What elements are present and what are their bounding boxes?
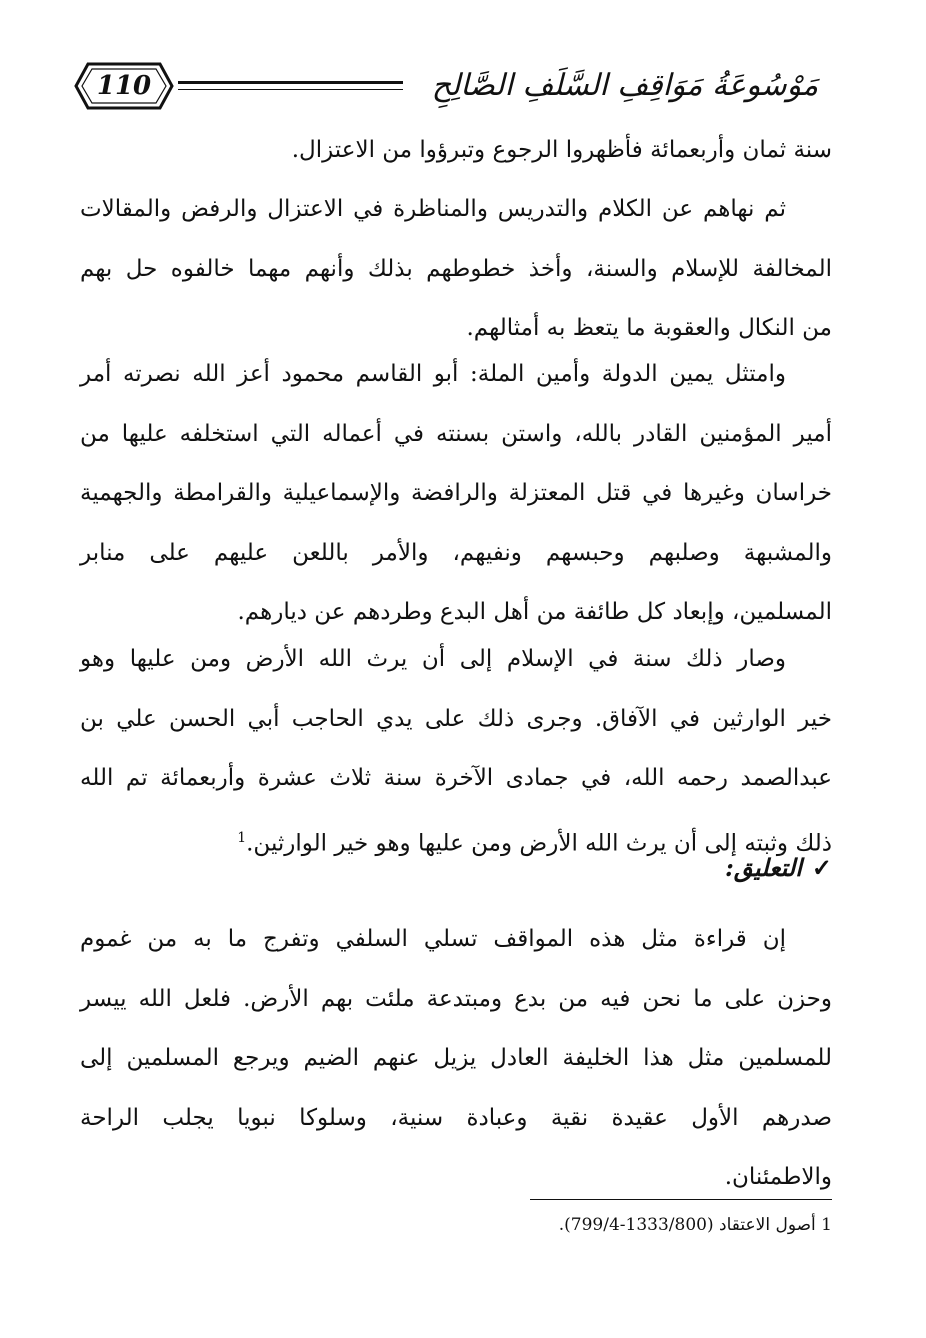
text-line: إن قراءة مثل هذه المواقف تسلي السلفي وتفرج ما به من غموم (80, 926, 786, 952)
text-line-content: ذلك وثبته إلى أن يرث الله الأرض ومن عليها وهو خير الوارثين. (246, 830, 832, 857)
text-line: ثم نهاهم عن الكلام والتدريس والمناظرة في الاعتزال والرفض والمقالات (80, 196, 786, 222)
text-line: صدرهم الأول عقيدة نقية وعبادة سنية، وسلوكا نبويا يجلب الراحة (80, 1104, 832, 1131)
footnote (400, 1212, 832, 1238)
footnote-number: 1 (821, 1215, 832, 1235)
text-line: من النكال والعقوبة ما يتعظ به أمثالهم. (466, 315, 832, 341)
text-line: سنة ثمان وأربعمائة فأظهروا الرجوع وتبرؤوا من الاعتزال. (291, 137, 832, 163)
page-number-badge (70, 58, 178, 114)
header-rule-thin (178, 89, 403, 90)
text-line: للمسلمين مثل هذا الخليفة العادل يزيل عنهم الضيم ويرجع المسلمين إلى (80, 1045, 832, 1071)
text-line: والمشبهة وصلبهم وحبسهم ونفيهم، والأمر باللعن عليهم على منابر (80, 539, 832, 566)
running-title: مَوْسُوعَةُ مَوَاقِفِ السَّلَفِ الصَّالِحِ (431, 68, 819, 103)
paragraph-1 (80, 121, 832, 181)
text-line: وصار ذلك سنة في الإسلام إلى أن يرث الله الأرض ومن عليها وهو (80, 646, 786, 672)
text-line: والاطمئنان. (724, 1164, 832, 1190)
page-number: 110 (96, 71, 152, 101)
text-line: المسلمين، وإبعاد كل طائفة من أهل البدع وطردهم عن ديارهم. (237, 599, 832, 625)
footnote-text: أصول الاعتقاد (1333/800-799/4). (558, 1215, 816, 1235)
paragraph-4 (80, 630, 832, 868)
paragraph-2 (80, 180, 832, 359)
comment-heading (640, 843, 832, 893)
text-line: خير الوارثين في الآفاق. وجرى ذلك على يدي الحاجب أبي الحسن علي بن (80, 705, 832, 732)
text-line: وحزن على ما نحن فيه من بدع ومبتدعة ملئت بهم الأرض. فلعل الله ييسر (80, 985, 832, 1012)
footnote-reference[interactable]: 1 (237, 829, 247, 846)
text-line: وامتثل يمين الدولة وأمين الملة: أبو القاسم محمود أعز الله نصرته أمر (80, 361, 786, 387)
text-line: أمير المؤمنين القادر بالله، واستن بسنته في أعماله التي استخلفه عليها من (80, 420, 832, 447)
check-icon: ✓ (811, 853, 832, 882)
page-header (70, 58, 840, 118)
footnote-separator (530, 1199, 832, 1200)
comment-heading-label: التعليق: (725, 853, 802, 882)
text-line: خراسان وغيرها في قتل المعتزلة والرافضة والإسماعيلية والقرامطة والجهمية (80, 480, 832, 506)
text-line: المخالفة للإسلام والسنة، وأخذ خطوطهم بذلك وأنهم مهما خالفوه حل بهم (80, 255, 832, 282)
comment-paragraph (80, 910, 832, 1208)
header-rule (178, 81, 403, 84)
text-line: عبدالصمد رحمه الله، في جمادى الآخرة سنة ثلاث عشرة وأربعمائة تم الله (80, 765, 832, 791)
paragraph-3 (80, 345, 832, 643)
